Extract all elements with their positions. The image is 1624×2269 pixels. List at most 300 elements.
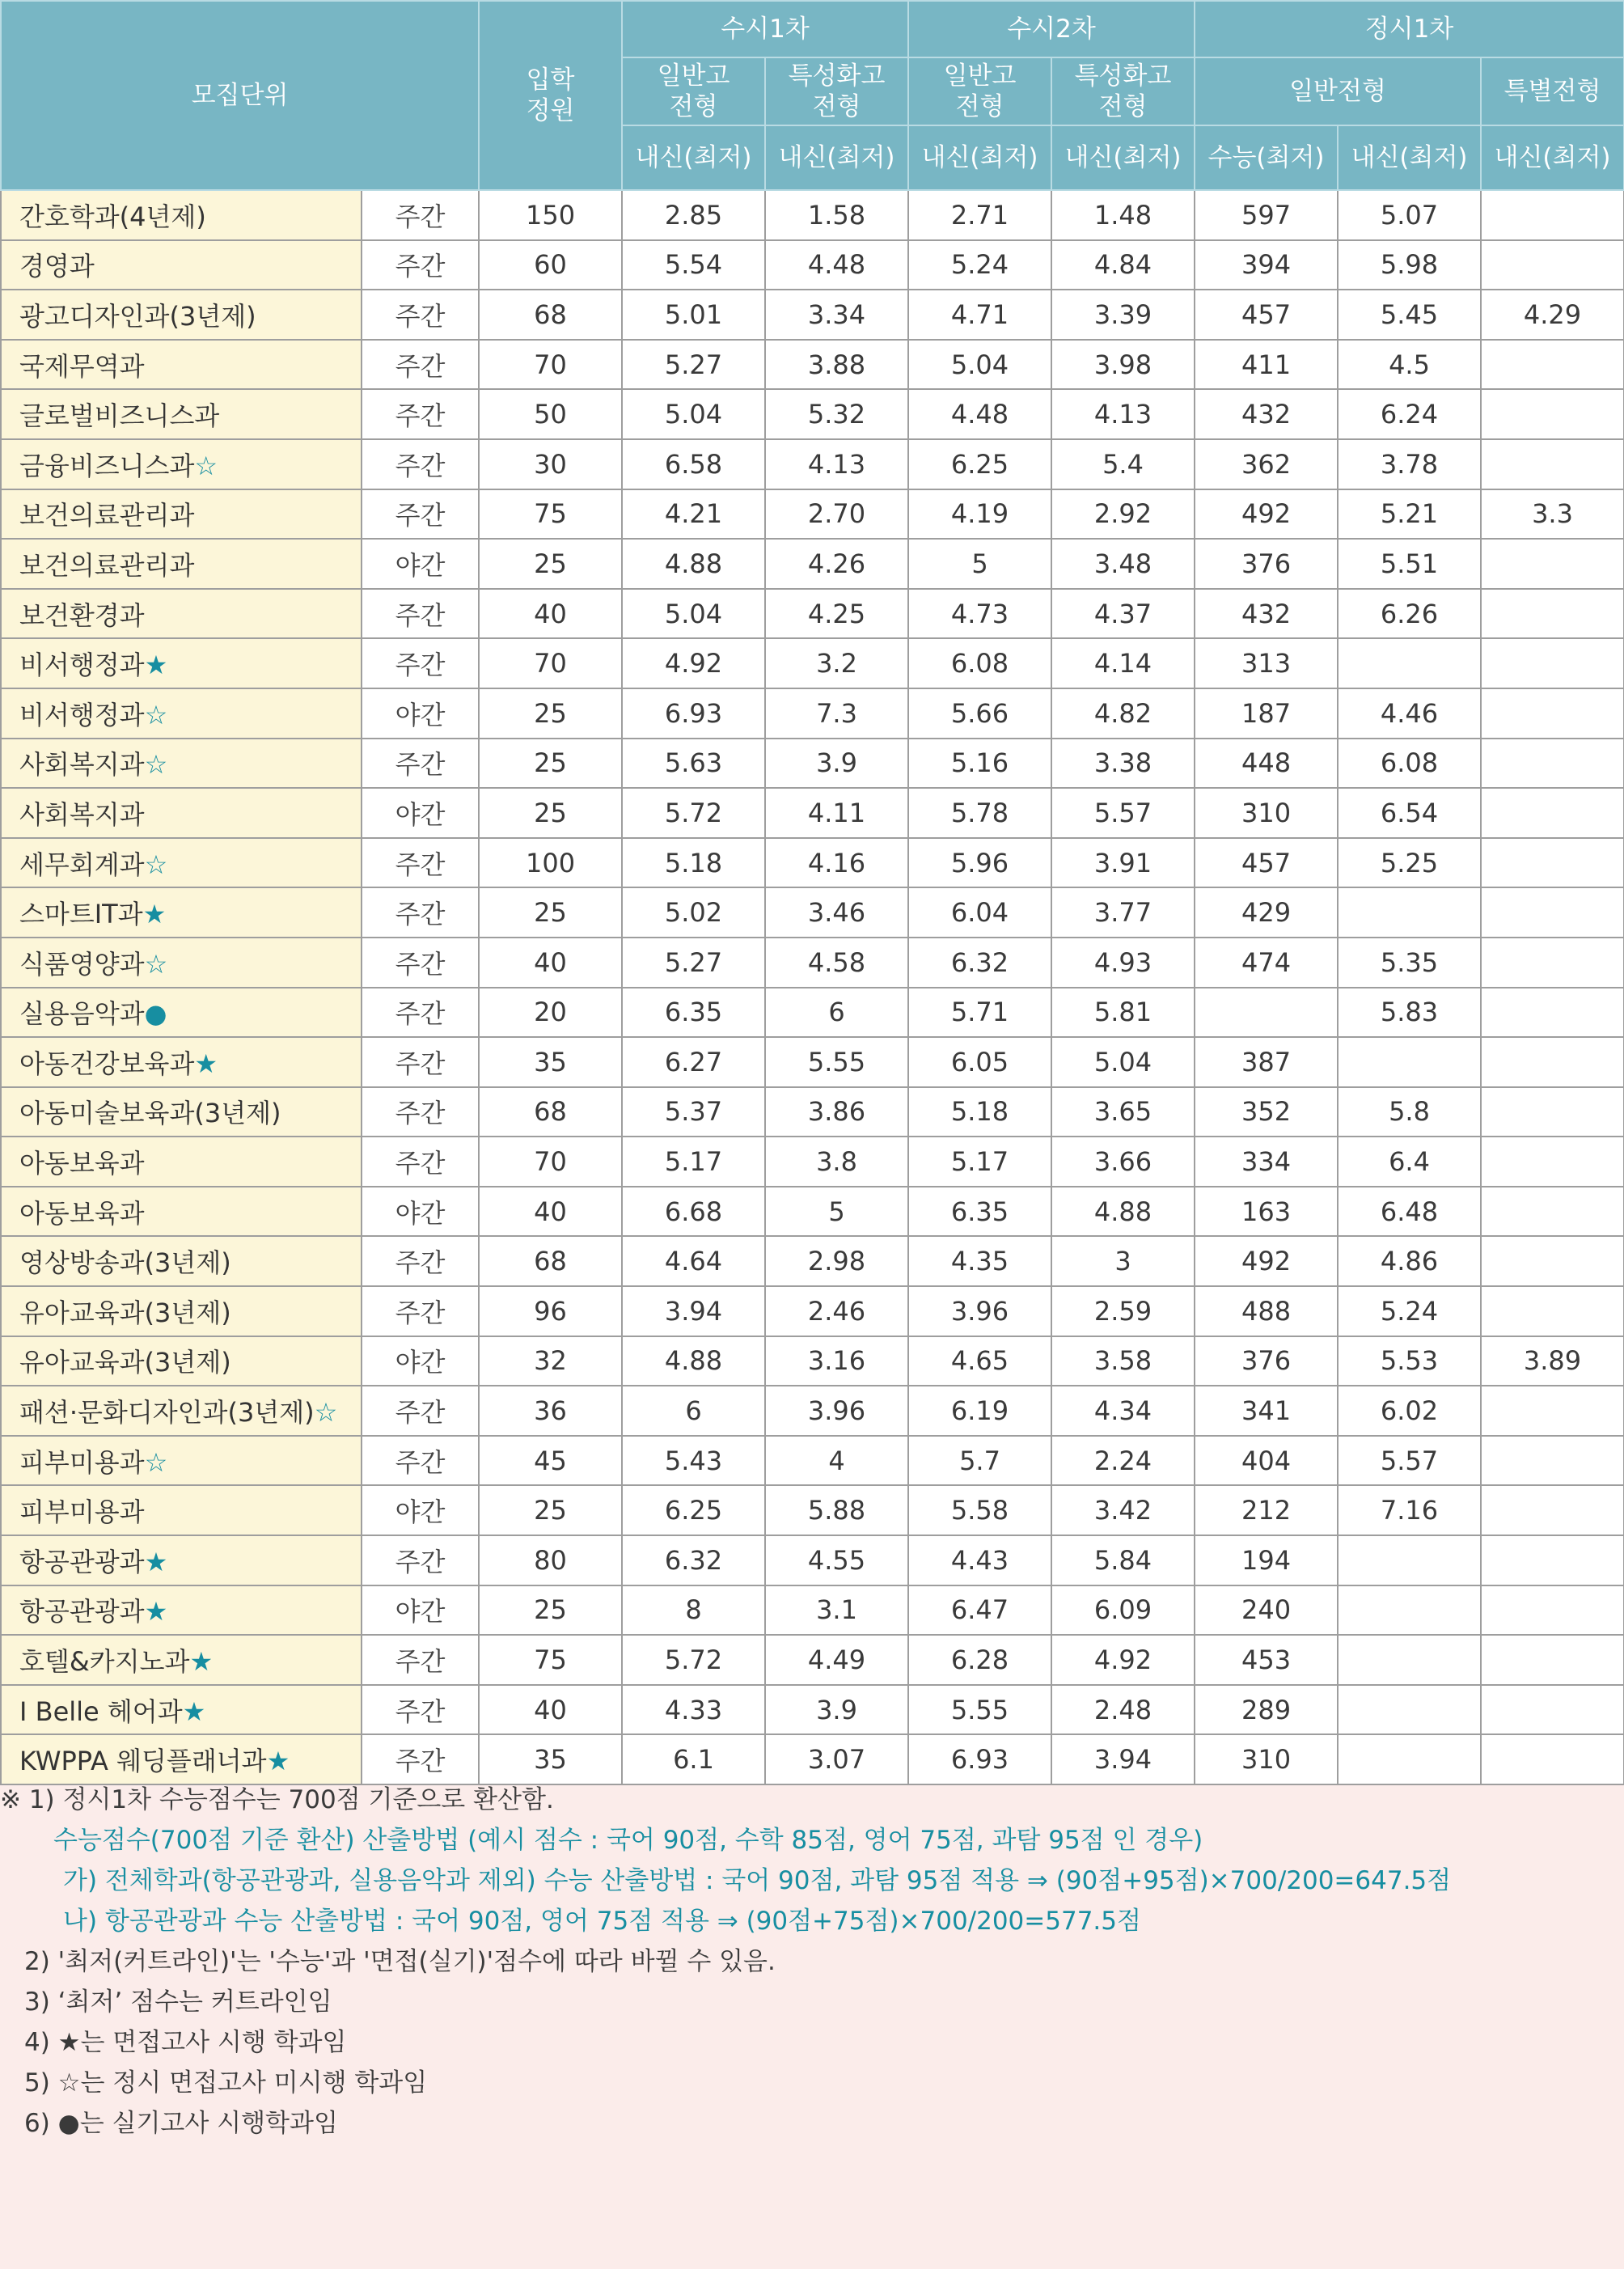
susi2-general-cell: 5.17 [908,1137,1051,1187]
header-susi2-general: 일반고 전형 [908,57,1051,125]
table-row [1,1087,1624,1137]
susi2-special-cell: 3.65 [1051,1087,1195,1137]
susi1-special-cell: 3.07 [765,1734,908,1784]
susi1-general-cell: 2.85 [622,190,765,240]
header-susi1-special: 특성화고 전형 [765,57,908,125]
shift-cell: 주간 [362,1087,479,1137]
dept-mark-icon: ★ [144,650,168,681]
jeongsi-naesin-cell: 4.86 [1338,1236,1481,1286]
susi2-general-cell: 6.04 [908,887,1051,938]
susi2-general-cell: 6.05 [908,1037,1051,1087]
table-row [1,887,1624,938]
dept-name-cell [1,1336,362,1386]
jeongsi-naesin-cell: 6.02 [1338,1386,1481,1436]
susi1-special-cell: 3.8 [765,1137,908,1187]
susi2-special-cell: 3.38 [1051,739,1195,789]
dept-name-cell [1,539,362,589]
header-susi2: 수시2차 [908,1,1195,57]
jeongsi-naesin-cell: 4.5 [1338,340,1481,390]
quota-cell: 40 [479,938,622,988]
shift-cell: 주간 [362,838,479,888]
shift-cell: 주간 [362,589,479,639]
dept-name: KWPPA 웨딩플래너과 [19,1746,267,1777]
susi2-general-cell: 5.71 [908,988,1051,1038]
susi2-general-cell: 6.93 [908,1734,1051,1784]
susi1-special-cell: 6 [765,988,908,1038]
susi2-special-cell: 3.94 [1051,1734,1195,1784]
susi1-special-cell: 4.11 [765,788,908,838]
dept-name: 호텔&카지노과 [19,1646,190,1678]
jeongsi-suneung-cell: 376 [1195,539,1338,589]
jeongsi-suneung-cell: 492 [1195,1236,1338,1286]
jeongsi-naesin-cell: 5.57 [1338,1436,1481,1486]
dept-name-cell [1,1386,362,1436]
quota-cell: 35 [479,1734,622,1784]
dept-name: 아동건강보육과 [19,1048,195,1079]
susi2-general-cell: 6.35 [908,1187,1051,1237]
susi2-general-cell: 5.04 [908,340,1051,390]
jeongsi-special-cell [1481,1236,1624,1286]
jeongsi-suneung-cell: 289 [1195,1685,1338,1735]
header-metric-naesin: 내신(최저) [1338,125,1481,190]
susi1-general-cell: 5.63 [622,739,765,789]
jeongsi-special-cell [1481,1485,1624,1535]
quota-cell: 75 [479,1635,622,1685]
susi2-general-cell: 5.66 [908,688,1051,739]
jeongsi-special-cell [1481,1436,1624,1486]
jeongsi-naesin-cell: 6.24 [1338,389,1481,439]
jeongsi-naesin-cell: 6.54 [1338,788,1481,838]
susi2-special-cell: 2.92 [1051,489,1195,540]
susi2-special-cell: 4.92 [1051,1635,1195,1685]
jeongsi-naesin-cell: 5.83 [1338,988,1481,1038]
shift-cell: 주간 [362,1535,479,1585]
dept-name-cell [1,1635,362,1685]
header-dept: 모집단위 [1,1,479,190]
jeongsi-suneung-cell: 194 [1195,1535,1338,1585]
header-metric-naesin: 내신(최저) [1481,125,1624,190]
dept-name-cell [1,788,362,838]
shift-cell: 주간 [362,290,479,340]
jeongsi-suneung-cell: 376 [1195,1336,1338,1386]
quota-cell: 60 [479,240,622,290]
jeongsi-naesin-cell: 7.16 [1338,1485,1481,1535]
table-row [1,938,1624,988]
footnote-line: 3) ‘최저’ 점수는 커트라인임 [24,1987,332,2017]
jeongsi-special-cell [1481,1037,1624,1087]
jeongsi-suneung-cell: 387 [1195,1037,1338,1087]
susi2-special-cell: 6.09 [1051,1585,1195,1636]
quota-cell: 80 [479,1535,622,1585]
dept-name: 패션·문화디자인과(3년제) [19,1397,315,1429]
jeongsi-suneung-cell: 212 [1195,1485,1338,1535]
dept-name-cell [1,938,362,988]
table-row [1,1734,1624,1784]
susi1-special-cell: 4.16 [765,838,908,888]
table-row [1,1286,1624,1336]
susi2-general-cell: 5 [908,539,1051,589]
quota-cell: 25 [479,539,622,589]
dept-name-cell [1,1436,362,1486]
susi2-general-cell: 5.7 [908,1436,1051,1486]
susi1-special-cell: 3.34 [765,290,908,340]
susi1-general-cell: 6.35 [622,988,765,1038]
footnote-line: 2) '최저(커트라인)'는 '수능'과 '면접(실기)'점수에 따라 바뀔 수 있음. [24,1947,776,1976]
shift-cell: 주간 [362,988,479,1038]
jeongsi-suneung-cell: 432 [1195,589,1338,639]
jeongsi-suneung-cell: 362 [1195,439,1338,489]
dept-name-cell [1,1585,362,1636]
cutoff-table-body [1,190,1624,1784]
shift-cell: 주간 [362,1037,479,1087]
dept-name-cell [1,1485,362,1535]
shift-cell: 주간 [362,1137,479,1187]
susi2-general-cell: 5.96 [908,838,1051,888]
jeongsi-special-cell [1481,589,1624,639]
susi2-general-cell: 4.19 [908,489,1051,540]
jeongsi-special-cell [1481,439,1624,489]
dept-name-cell [1,589,362,639]
quota-cell: 96 [479,1286,622,1336]
table-row [1,838,1624,888]
susi2-special-cell: 5.57 [1051,788,1195,838]
susi2-general-cell: 6.19 [908,1386,1051,1436]
susi2-general-cell: 4.35 [908,1236,1051,1286]
susi1-general-cell: 5.04 [622,589,765,639]
jeongsi-special-cell: 4.29 [1481,290,1624,340]
susi2-special-cell: 4.14 [1051,638,1195,688]
jeongsi-naesin-cell: 3.78 [1338,439,1481,489]
susi1-general-cell: 6.58 [622,439,765,489]
susi1-special-cell: 3.16 [765,1336,908,1386]
dept-mark-icon: ★ [189,1646,214,1678]
dept-name-cell [1,688,362,739]
table-row [1,1236,1624,1286]
jeongsi-special-cell [1481,1734,1624,1784]
jeongsi-naesin-cell: 5.53 [1338,1336,1481,1386]
dept-name: 글로벌비즈니스과 [19,400,220,432]
dept-mark-icon: ● [144,998,167,1030]
susi2-general-cell: 4.48 [908,389,1051,439]
header-metric-suneung: 수능(최저) [1195,125,1338,190]
jeongsi-special-cell [1481,190,1624,240]
jeongsi-special-cell [1481,539,1624,589]
header-metric-naesin: 내신(최저) [908,125,1051,190]
jeongsi-special-cell [1481,1386,1624,1436]
footnotes [0,1780,1624,2144]
jeongsi-suneung-cell: 404 [1195,1436,1338,1486]
susi2-special-cell: 3.77 [1051,887,1195,938]
susi1-special-cell: 4.13 [765,439,908,489]
jeongsi-suneung-cell: 310 [1195,1734,1338,1784]
jeongsi-special-cell [1481,1187,1624,1237]
quota-cell: 75 [479,489,622,540]
dept-mark-icon: ★ [144,1546,168,1577]
jeongsi-naesin-cell: 5.8 [1338,1087,1481,1137]
footnote-line: 4) ★는 면접고사 시행 학과임 [24,2028,347,2057]
jeongsi-special-cell [1481,240,1624,290]
susi2-general-cell: 6.25 [908,439,1051,489]
shift-cell: 주간 [362,389,479,439]
quota-cell: 68 [479,1236,622,1286]
dept-name-cell [1,638,362,688]
susi1-general-cell: 5.17 [622,1137,765,1187]
dept-name: 아동보육과 [19,1148,145,1179]
dept-name-cell [1,489,362,540]
susi2-special-cell: 4.84 [1051,240,1195,290]
jeongsi-suneung-cell: 341 [1195,1386,1338,1436]
quota-cell: 70 [479,638,622,688]
susi1-general-cell: 8 [622,1585,765,1636]
quota-cell: 36 [479,1386,622,1436]
jeongsi-suneung-cell: 163 [1195,1187,1338,1237]
quota-cell: 20 [479,988,622,1038]
dept-name-cell [1,290,362,340]
susi2-general-cell: 6.28 [908,1635,1051,1685]
susi1-general-cell: 4.21 [622,489,765,540]
susi1-special-cell: 4.48 [765,240,908,290]
dept-mark-icon: ★ [144,1596,168,1628]
dept-mark-icon: ★ [194,1048,218,1079]
footnote-line: 수능점수(700점 기준 환산) 산출방법 (예시 점수 : 국어 90점, 수학 85점, 영어 75점, 과탐 95점 인 경우) [53,1826,1203,1855]
susi1-general-cell: 5.27 [622,938,765,988]
jeongsi-naesin-cell: 5.21 [1338,489,1481,540]
shift-cell: 주간 [362,190,479,240]
table-row [1,1535,1624,1585]
jeongsi-special-cell [1481,838,1624,888]
dept-name-cell [1,240,362,290]
susi1-special-cell: 5.32 [765,389,908,439]
header-quota: 입학 정원 [479,1,622,190]
jeongsi-suneung-cell: 597 [1195,190,1338,240]
quota-cell: 25 [479,1485,622,1535]
dept-name: 보건의료관리과 [19,500,195,531]
shift-cell: 야간 [362,1187,479,1237]
shift-cell: 야간 [362,1336,479,1386]
dept-name: 비서행정과 [19,650,145,681]
susi2-general-cell: 6.32 [908,938,1051,988]
susi2-special-cell: 3 [1051,1236,1195,1286]
dept-name: 광고디자인과(3년제) [19,300,256,332]
susi2-general-cell: 2.71 [908,190,1051,240]
jeongsi-naesin-cell: 5.24 [1338,1286,1481,1336]
shift-cell: 주간 [362,938,479,988]
dept-name: 영상방송과(3년제) [19,1247,231,1279]
susi2-general-cell: 4.65 [908,1336,1051,1386]
susi2-special-cell: 4.37 [1051,589,1195,639]
header-jeongsi1: 정시1차 [1195,1,1624,57]
table-row [1,1685,1624,1735]
table-row [1,1187,1624,1237]
shift-cell: 주간 [362,489,479,540]
jeongsi-suneung-cell: 448 [1195,739,1338,789]
dept-name: 유아교육과(3년제) [19,1297,231,1328]
dept-name: 항공관광과 [19,1546,145,1577]
susi2-special-cell: 3.58 [1051,1336,1195,1386]
table-row [1,688,1624,739]
dept-name-cell [1,340,362,390]
jeongsi-special-cell [1481,688,1624,739]
quota-cell: 50 [479,389,622,439]
susi2-special-cell: 3.91 [1051,838,1195,888]
quota-cell: 100 [479,838,622,888]
susi2-general-cell: 5.24 [908,240,1051,290]
footnote-line: 5) ☆는 정시 면접고사 미시행 학과임 [24,2068,428,2098]
dept-name: 국제무역과 [19,350,145,382]
jeongsi-special-cell: 3.3 [1481,489,1624,540]
table-row [1,190,1624,240]
shift-cell: 주간 [362,240,479,290]
shift-cell: 주간 [362,638,479,688]
susi2-general-cell: 4.73 [908,589,1051,639]
dept-name-cell [1,1535,362,1585]
jeongsi-naesin-cell [1338,1635,1481,1685]
dept-name: 경영과 [19,251,95,282]
susi1-special-cell: 4.26 [765,539,908,589]
susi2-special-cell: 2.48 [1051,1685,1195,1735]
header-susi2-special: 특성화고 전형 [1051,57,1195,125]
susi1-general-cell: 5.04 [622,389,765,439]
jeongsi-naesin-cell [1338,1585,1481,1636]
susi1-special-cell: 3.86 [765,1087,908,1137]
jeongsi-special-cell [1481,340,1624,390]
jeongsi-naesin-cell: 6.26 [1338,589,1481,639]
susi2-special-cell: 3.48 [1051,539,1195,589]
susi1-general-cell: 5.18 [622,838,765,888]
jeongsi-special-cell [1481,389,1624,439]
jeongsi-naesin-cell: 6.4 [1338,1137,1481,1187]
table-row [1,1037,1624,1087]
susi1-special-cell: 7.3 [765,688,908,739]
susi1-general-cell: 6.32 [622,1535,765,1585]
susi2-general-cell: 4.71 [908,290,1051,340]
table-row [1,389,1624,439]
table-row [1,1635,1624,1685]
dept-name-cell [1,389,362,439]
jeongsi-naesin-cell [1338,1535,1481,1585]
susi1-special-cell: 3.9 [765,739,908,789]
susi1-special-cell: 3.2 [765,638,908,688]
shift-cell: 주간 [362,1685,479,1735]
dept-name-cell [1,988,362,1038]
quota-cell: 30 [479,439,622,489]
susi1-special-cell: 5.88 [765,1485,908,1535]
susi1-general-cell: 4.64 [622,1236,765,1286]
jeongsi-special-cell [1481,788,1624,838]
susi1-general-cell: 4.88 [622,1336,765,1386]
susi1-general-cell: 5.43 [622,1436,765,1486]
susi1-special-cell: 2.70 [765,489,908,540]
susi1-special-cell: 4.25 [765,589,908,639]
quota-cell: 32 [479,1336,622,1386]
table-row [1,788,1624,838]
quota-cell: 25 [479,788,622,838]
dept-name: 비서행정과 [19,699,145,730]
susi1-general-cell: 6.68 [622,1187,765,1237]
jeongsi-suneung-cell: 432 [1195,389,1338,439]
jeongsi-special-cell [1481,739,1624,789]
dept-name-cell [1,1087,362,1137]
jeongsi-special-cell [1481,1635,1624,1685]
shift-cell: 주간 [362,1236,479,1286]
quota-cell: 25 [479,887,622,938]
susi1-general-cell: 3.94 [622,1286,765,1336]
jeongsi-naesin-cell [1338,1037,1481,1087]
shift-cell: 주간 [362,340,479,390]
dept-mark-icon: ☆ [144,699,168,730]
dept-name: 항공관광과 [19,1596,145,1628]
dept-name-cell [1,838,362,888]
susi1-general-cell: 4.88 [622,539,765,589]
susi2-general-cell: 5.78 [908,788,1051,838]
dept-name: 피부미용과 [19,1496,145,1528]
susi2-special-cell: 3.39 [1051,290,1195,340]
dept-name: 아동미술보육과(3년제) [19,1098,281,1129]
jeongsi-suneung-cell: 394 [1195,240,1338,290]
dept-name: 식품영양과 [19,948,145,980]
quota-cell: 68 [479,1087,622,1137]
dept-name: 보건환경과 [19,599,145,631]
jeongsi-naesin-cell [1338,887,1481,938]
dept-name: 피부미용과 [19,1446,145,1478]
susi1-general-cell: 5.54 [622,240,765,290]
susi1-general-cell: 5.37 [622,1087,765,1137]
shift-cell: 주간 [362,739,479,789]
dept-name-cell [1,190,362,240]
susi2-general-cell: 6.47 [908,1585,1051,1636]
jeongsi-suneung-cell: 310 [1195,788,1338,838]
susi2-special-cell: 4.13 [1051,389,1195,439]
shift-cell: 야간 [362,688,479,739]
dept-name-cell [1,439,362,489]
table-row [1,1336,1624,1386]
table-row [1,340,1624,390]
jeongsi-suneung-cell: 187 [1195,688,1338,739]
shift-cell: 야간 [362,1585,479,1636]
jeongsi-special-cell [1481,1585,1624,1636]
jeongsi-special-cell [1481,1685,1624,1735]
susi1-general-cell: 5.72 [622,788,765,838]
quota-cell: 25 [479,688,622,739]
header-susi1-general: 일반고 전형 [622,57,765,125]
jeongsi-naesin-cell: 5.25 [1338,838,1481,888]
dept-name: 보건의료관리과 [19,549,195,581]
dept-mark-icon: ☆ [144,749,168,781]
table-row [1,489,1624,540]
jeongsi-suneung-cell: 240 [1195,1585,1338,1636]
table-row [1,439,1624,489]
shift-cell: 주간 [362,1386,479,1436]
table-row [1,290,1624,340]
dept-mark-icon: ★ [142,899,167,930]
jeongsi-special-cell [1481,887,1624,938]
jeongsi-suneung-cell: 429 [1195,887,1338,938]
susi1-general-cell: 5.72 [622,1635,765,1685]
jeongsi-naesin-cell [1338,638,1481,688]
susi2-general-cell: 5.18 [908,1087,1051,1137]
jeongsi-special-cell: 3.89 [1481,1336,1624,1386]
quota-cell: 25 [479,739,622,789]
susi2-special-cell: 5.04 [1051,1037,1195,1087]
jeongsi-suneung-cell: 313 [1195,638,1338,688]
susi1-general-cell: 6.93 [622,688,765,739]
susi2-general-cell: 6.08 [908,638,1051,688]
dept-mark-icon: ☆ [314,1397,338,1429]
susi1-general-cell: 5.02 [622,887,765,938]
dept-name: 사회복지과 [19,798,145,830]
jeongsi-special-cell [1481,1087,1624,1137]
susi1-special-cell: 5.55 [765,1037,908,1087]
